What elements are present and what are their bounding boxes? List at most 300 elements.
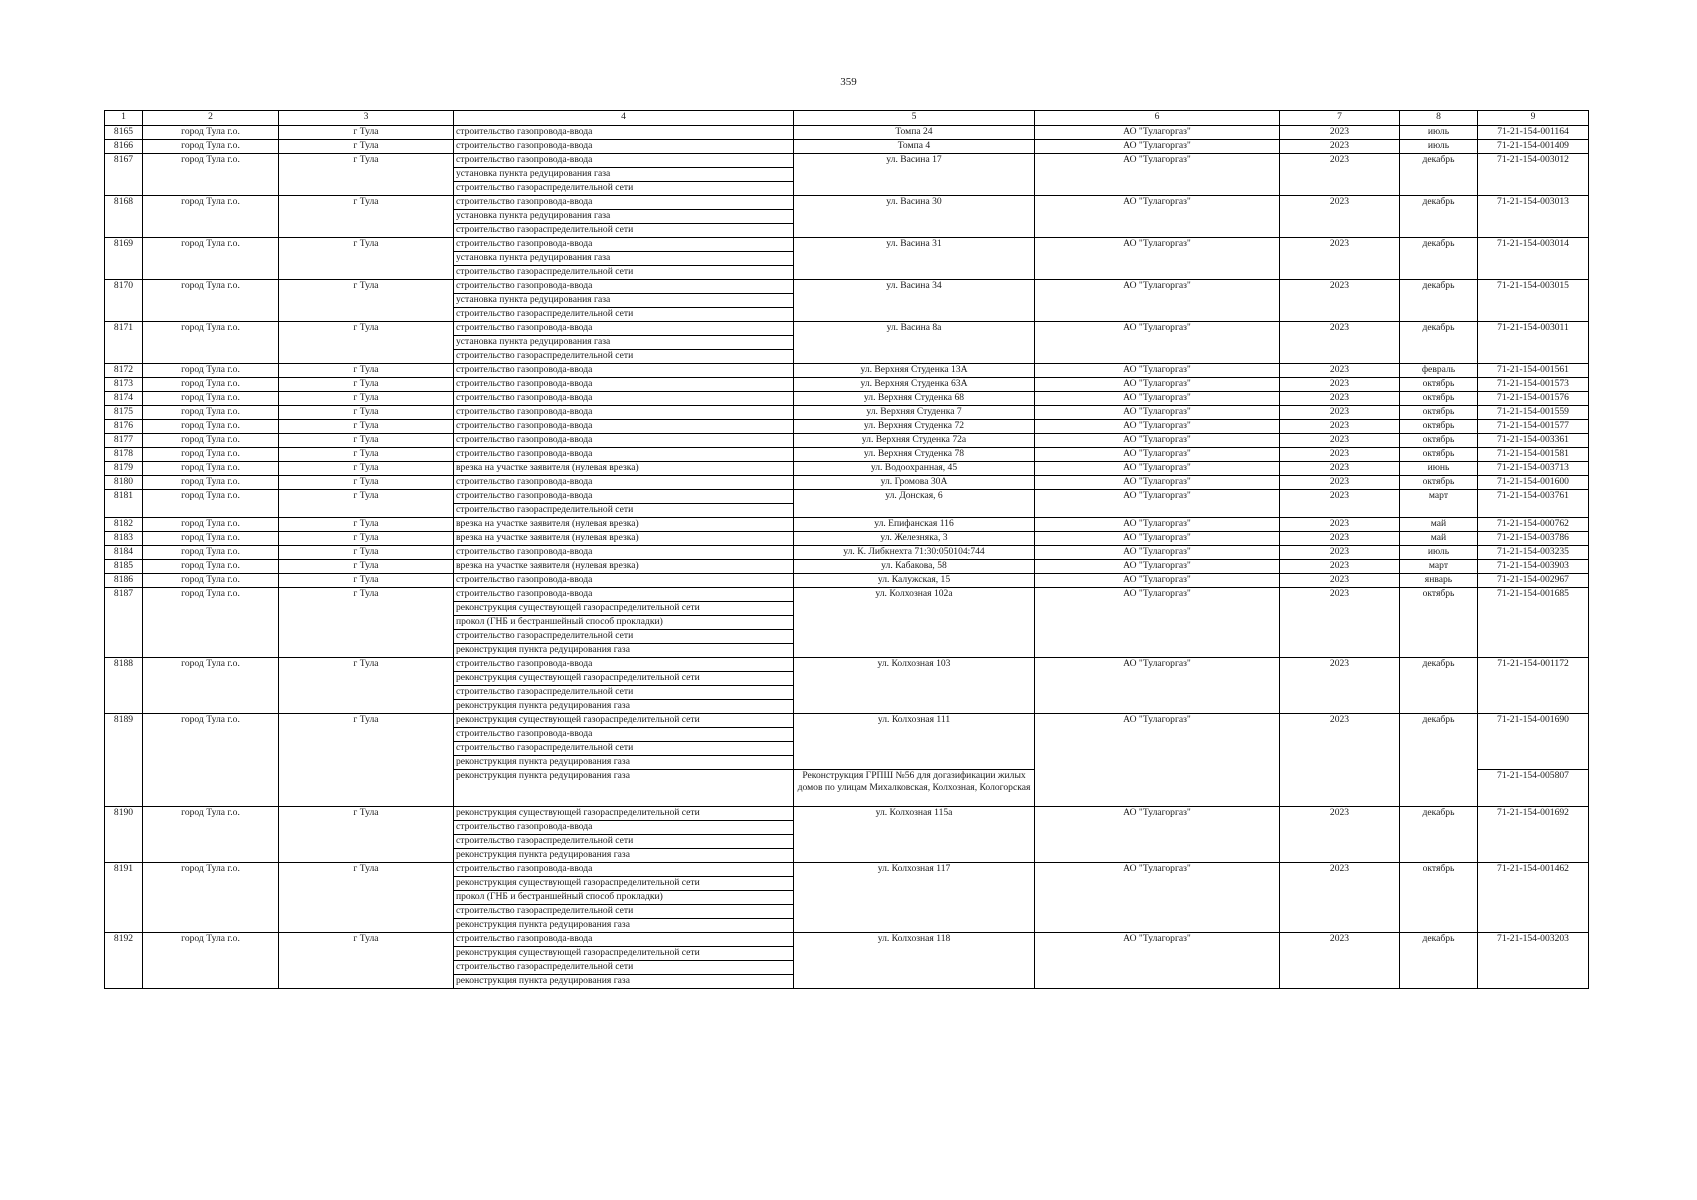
organization-cell: АО "Тулагоргаз"	[1035, 518, 1280, 532]
month-cell: май	[1400, 532, 1478, 546]
locality-cell: г Тула	[279, 322, 454, 364]
work-type-cell: реконструкция пункта редуцирования газа	[454, 975, 794, 989]
year-cell: 2023	[1280, 490, 1400, 518]
row-number-cell: 8168	[105, 196, 143, 238]
organization-cell: АО "Тулагоргаз"	[1035, 196, 1280, 238]
code-cell: 71-21-154-001600	[1478, 476, 1589, 490]
municipality-cell: город Тула г.о.	[143, 807, 279, 863]
table-row	[105, 518, 1589, 532]
table-row	[105, 448, 1589, 462]
work-type-cell: реконструкция пункта редуцирования газа	[454, 756, 794, 770]
month-cell: октябрь	[1400, 476, 1478, 490]
row-number-cell: 8186	[105, 574, 143, 588]
municipality-cell: город Тула г.о.	[143, 588, 279, 658]
address-cell: ул. Верхняя Студенка 13А	[794, 364, 1035, 378]
municipality-cell: город Тула г.о.	[143, 863, 279, 933]
table-row	[105, 490, 1589, 504]
year-cell: 2023	[1280, 364, 1400, 378]
address-cell: ул. Громова 30А	[794, 476, 1035, 490]
header-cell: 2	[143, 111, 279, 126]
municipality-cell: город Тула г.о.	[143, 154, 279, 196]
address-cell: ул. Верхняя Студенка 68	[794, 392, 1035, 406]
work-type-cell: реконструкция пункта редуцирования газа	[454, 849, 794, 863]
address-cell: ул. Колхозная 117	[794, 863, 1035, 933]
row-number-cell: 8169	[105, 238, 143, 280]
month-cell: май	[1400, 518, 1478, 532]
gasification-plan-table	[104, 110, 1589, 989]
address-cell: ул. Васина 17	[794, 154, 1035, 196]
month-cell: июнь	[1400, 462, 1478, 476]
year-cell: 2023	[1280, 518, 1400, 532]
table-row	[105, 280, 1589, 294]
work-type-cell: строительство газопровода-ввода	[454, 448, 794, 462]
address-cell: ул. Колхозная 115а	[794, 807, 1035, 863]
code-cell: 71-21-154-003761	[1478, 490, 1589, 518]
header-cell: 5	[794, 111, 1035, 126]
code-cell: 71-21-154-001462	[1478, 863, 1589, 933]
year-cell: 2023	[1280, 546, 1400, 560]
table-row	[105, 196, 1589, 210]
work-type-cell: строительство газопровода-ввода	[454, 280, 794, 294]
work-type-cell: установка пункта редуцирования газа	[454, 210, 794, 224]
organization-cell: АО "Тулагоргаз"	[1035, 546, 1280, 560]
code-cell: 71-21-154-001172	[1478, 658, 1589, 714]
code-cell: 71-21-154-003014	[1478, 238, 1589, 280]
code-cell: 71-21-154-003012	[1478, 154, 1589, 196]
row-number-cell: 8165	[105, 126, 143, 140]
locality-cell: г Тула	[279, 140, 454, 154]
table-row	[105, 714, 1589, 728]
row-number-cell: 8166	[105, 140, 143, 154]
locality-cell: г Тула	[279, 448, 454, 462]
month-cell: декабрь	[1400, 238, 1478, 280]
code-cell: 71-21-154-001573	[1478, 378, 1589, 392]
year-cell: 2023	[1280, 560, 1400, 574]
code-cell: 71-21-154-001577	[1478, 420, 1589, 434]
work-type-cell: строительство газопровода-ввода	[454, 574, 794, 588]
address-cell: ул. К. Либкнехта 71:30:050104:744	[794, 546, 1035, 560]
month-cell: июль	[1400, 140, 1478, 154]
table-row	[105, 238, 1589, 252]
work-type-cell: реконструкция пункта редуцирования газа	[454, 644, 794, 658]
column-number-header-row	[105, 111, 1589, 126]
locality-cell: г Тула	[279, 406, 454, 420]
work-type-cell: строительство газопровода-ввода	[454, 546, 794, 560]
table-row	[105, 126, 1589, 140]
header-cell: 7	[1280, 111, 1400, 126]
work-type-cell: строительство газопровода-ввода	[454, 821, 794, 835]
organization-cell: АО "Тулагоргаз"	[1035, 126, 1280, 140]
municipality-cell: город Тула г.о.	[143, 364, 279, 378]
row-number-cell: 8167	[105, 154, 143, 196]
locality-cell: г Тула	[279, 462, 454, 476]
code-cell: 71-21-154-003903	[1478, 560, 1589, 574]
work-type-cell: строительство газопровода-ввода	[454, 126, 794, 140]
year-cell: 2023	[1280, 406, 1400, 420]
month-cell: декабрь	[1400, 154, 1478, 196]
work-type-cell: реконструкция существующей газораспределительной сети	[454, 947, 794, 961]
work-type-cell: строительство газораспределительной сети	[454, 350, 794, 364]
address-cell: Томпа 24	[794, 126, 1035, 140]
address-cell: ул. Калужская, 15	[794, 574, 1035, 588]
address-cell: ул. Железняка, 3	[794, 532, 1035, 546]
municipality-cell: город Тула г.о.	[143, 714, 279, 807]
code-cell: 71-21-154-001576	[1478, 392, 1589, 406]
municipality-cell: город Тула г.о.	[143, 462, 279, 476]
address-cell: ул. Донская, 6	[794, 490, 1035, 518]
row-number-cell: 8173	[105, 378, 143, 392]
row-number-cell: 8175	[105, 406, 143, 420]
table-row	[105, 588, 1589, 602]
year-cell: 2023	[1280, 863, 1400, 933]
code-cell: 71-21-154-001690	[1478, 714, 1589, 770]
address-cell: ул. Кабакова, 58	[794, 560, 1035, 574]
address-cell: ул. Колхозная 103	[794, 658, 1035, 714]
locality-cell: г Тула	[279, 434, 454, 448]
work-type-cell: строительство газопровода-ввода	[454, 406, 794, 420]
municipality-cell: город Тула г.о.	[143, 126, 279, 140]
month-cell: октябрь	[1400, 448, 1478, 462]
organization-cell: АО "Тулагоргаз"	[1035, 658, 1280, 714]
month-cell: октябрь	[1400, 378, 1478, 392]
work-type-cell: реконструкция существующей газораспределительной сети	[454, 714, 794, 728]
organization-cell: АО "Тулагоргаз"	[1035, 364, 1280, 378]
month-cell: октябрь	[1400, 588, 1478, 658]
organization-cell: АО "Тулагоргаз"	[1035, 807, 1280, 863]
header-cell: 4	[454, 111, 794, 126]
municipality-cell: город Тула г.о.	[143, 490, 279, 518]
table-row	[105, 574, 1589, 588]
row-number-cell: 8174	[105, 392, 143, 406]
locality-cell: г Тула	[279, 126, 454, 140]
locality-cell: г Тула	[279, 364, 454, 378]
address-cell: ул. Верхняя Студенка 78	[794, 448, 1035, 462]
organization-cell: АО "Тулагоргаз"	[1035, 378, 1280, 392]
address-cell: Томпа 4	[794, 140, 1035, 154]
table-row	[105, 364, 1589, 378]
locality-cell: г Тула	[279, 714, 454, 807]
code-cell: 71-21-154-003786	[1478, 532, 1589, 546]
table-row	[105, 532, 1589, 546]
municipality-cell: город Тула г.о.	[143, 420, 279, 434]
row-number-cell: 8170	[105, 280, 143, 322]
row-number-cell: 8189	[105, 714, 143, 807]
address-cell: ул. Колхозная 118	[794, 933, 1035, 989]
work-type-cell: реконструкция существующей газораспределительной сети	[454, 672, 794, 686]
address-cell: ул. Васина 31	[794, 238, 1035, 280]
municipality-cell: город Тула г.о.	[143, 574, 279, 588]
municipality-cell: город Тула г.о.	[143, 238, 279, 280]
municipality-cell: город Тула г.о.	[143, 658, 279, 714]
work-type-cell: строительство газораспределительной сети	[454, 182, 794, 196]
organization-cell: АО "Тулагоргаз"	[1035, 462, 1280, 476]
municipality-cell: город Тула г.о.	[143, 196, 279, 238]
address-cell: ул. Колхозная 111	[794, 714, 1035, 770]
code-cell: 71-21-154-003011	[1478, 322, 1589, 364]
locality-cell: г Тула	[279, 490, 454, 518]
row-number-cell: 8180	[105, 476, 143, 490]
year-cell: 2023	[1280, 933, 1400, 989]
month-cell: октябрь	[1400, 406, 1478, 420]
organization-cell: АО "Тулагоргаз"	[1035, 154, 1280, 196]
organization-cell: АО "Тулагоргаз"	[1035, 420, 1280, 434]
year-cell: 2023	[1280, 280, 1400, 322]
work-type-cell: строительство газопровода-ввода	[454, 392, 794, 406]
work-type-cell: строительство газопровода-ввода	[454, 476, 794, 490]
locality-cell: г Тула	[279, 807, 454, 863]
locality-cell: г Тула	[279, 196, 454, 238]
table-row	[105, 546, 1589, 560]
municipality-cell: город Тула г.о.	[143, 518, 279, 532]
year-cell: 2023	[1280, 378, 1400, 392]
address-cell: ул. Верхняя Студенка 72а	[794, 434, 1035, 448]
locality-cell: г Тула	[279, 560, 454, 574]
month-cell: декабрь	[1400, 322, 1478, 364]
work-type-cell: строительство газораспределительной сети	[454, 504, 794, 518]
address-cell: ул. Епифанская 116	[794, 518, 1035, 532]
work-type-cell: реконструкция пункта редуцирования газа	[454, 919, 794, 933]
row-number-cell: 8179	[105, 462, 143, 476]
organization-cell: АО "Тулагоргаз"	[1035, 434, 1280, 448]
locality-cell: г Тула	[279, 154, 454, 196]
address-cell: ул. Васина 8а	[794, 322, 1035, 364]
table-row	[105, 378, 1589, 392]
locality-cell: г Тула	[279, 532, 454, 546]
table-row	[105, 658, 1589, 672]
work-type-cell: установка пункта редуцирования газа	[454, 252, 794, 266]
work-type-cell: реконструкция пункта редуцирования газа	[454, 700, 794, 714]
municipality-cell: город Тула г.о.	[143, 378, 279, 392]
month-cell: октябрь	[1400, 420, 1478, 434]
locality-cell: г Тула	[279, 546, 454, 560]
header-cell: 8	[1400, 111, 1478, 126]
work-type-cell: врезка на участке заявителя (нулевая врезка)	[454, 462, 794, 476]
table-row	[105, 392, 1589, 406]
municipality-cell: город Тула г.о.	[143, 532, 279, 546]
month-cell: июль	[1400, 126, 1478, 140]
address-cell: ул. Верхняя Студенка 72	[794, 420, 1035, 434]
work-type-cell: строительство газопровода-ввода	[454, 588, 794, 602]
work-type-cell: строительство газопровода-ввода	[454, 378, 794, 392]
organization-cell: АО "Тулагоргаз"	[1035, 406, 1280, 420]
row-number-cell: 8181	[105, 490, 143, 518]
municipality-cell: город Тула г.о.	[143, 546, 279, 560]
work-type-cell: установка пункта редуцирования газа	[454, 336, 794, 350]
code-cell: 71-21-154-001164	[1478, 126, 1589, 140]
year-cell: 2023	[1280, 714, 1400, 807]
row-number-cell: 8176	[105, 420, 143, 434]
year-cell: 2023	[1280, 574, 1400, 588]
year-cell: 2023	[1280, 392, 1400, 406]
table-row	[105, 807, 1589, 821]
locality-cell: г Тула	[279, 518, 454, 532]
work-type-cell: реконструкция существующей газораспределительной сети	[454, 602, 794, 616]
work-type-cell: прокол (ГНБ и бестраншейный способ прокладки)	[454, 616, 794, 630]
municipality-cell: город Тула г.о.	[143, 560, 279, 574]
row-number-cell: 8192	[105, 933, 143, 989]
year-cell: 2023	[1280, 420, 1400, 434]
row-number-cell: 8182	[105, 518, 143, 532]
work-type-cell: строительство газопровода-ввода	[454, 154, 794, 168]
table-row	[105, 476, 1589, 490]
work-type-cell: реконструкция пункта редуцирования газа	[454, 770, 794, 807]
work-type-cell: строительство газопровода-ввода	[454, 364, 794, 378]
month-cell: декабрь	[1400, 658, 1478, 714]
year-cell: 2023	[1280, 588, 1400, 658]
month-cell: декабрь	[1400, 280, 1478, 322]
address-cell: ул. Водоохранная, 45	[794, 462, 1035, 476]
month-cell: октябрь	[1400, 434, 1478, 448]
work-type-cell: строительство газопровода-ввода	[454, 238, 794, 252]
month-cell: декабрь	[1400, 807, 1478, 863]
work-type-cell: строительство газораспределительной сети	[454, 686, 794, 700]
organization-cell: АО "Тулагоргаз"	[1035, 490, 1280, 518]
work-type-cell: строительство газораспределительной сети	[454, 961, 794, 975]
municipality-cell: город Тула г.о.	[143, 933, 279, 989]
code-cell: 71-21-154-002967	[1478, 574, 1589, 588]
municipality-cell: город Тула г.о.	[143, 406, 279, 420]
table-row	[105, 420, 1589, 434]
code-cell: 71-21-154-003235	[1478, 546, 1589, 560]
locality-cell: г Тула	[279, 588, 454, 658]
year-cell: 2023	[1280, 658, 1400, 714]
work-type-cell: строительство газораспределительной сети	[454, 308, 794, 322]
work-type-cell: строительство газораспределительной сети	[454, 266, 794, 280]
header-cell: 6	[1035, 111, 1280, 126]
organization-cell: АО "Тулагоргаз"	[1035, 448, 1280, 462]
work-type-cell: строительство газопровода-ввода	[454, 140, 794, 154]
municipality-cell: город Тула г.о.	[143, 476, 279, 490]
code-cell: 71-21-154-001561	[1478, 364, 1589, 378]
work-type-cell: строительство газораспределительной сети	[454, 835, 794, 849]
code-cell: 71-21-154-003203	[1478, 933, 1589, 989]
row-number-cell: 8184	[105, 546, 143, 560]
locality-cell: г Тула	[279, 238, 454, 280]
row-number-cell: 8185	[105, 560, 143, 574]
address-cell: ул. Верхняя Студенка 7	[794, 406, 1035, 420]
year-cell: 2023	[1280, 807, 1400, 863]
organization-cell: АО "Тулагоргаз"	[1035, 588, 1280, 658]
organization-cell: АО "Тулагоргаз"	[1035, 933, 1280, 989]
work-type-cell: врезка на участке заявителя (нулевая врезка)	[454, 560, 794, 574]
work-type-cell: строительство газопровода-ввода	[454, 490, 794, 504]
locality-cell: г Тула	[279, 863, 454, 933]
code-cell: 71-21-154-000762	[1478, 518, 1589, 532]
work-type-cell: врезка на участке заявителя (нулевая врезка)	[454, 532, 794, 546]
code-cell: 71-21-154-001692	[1478, 807, 1589, 863]
locality-cell: г Тула	[279, 420, 454, 434]
address-cell: ул. Верхняя Студенка 63А	[794, 378, 1035, 392]
row-number-cell: 8190	[105, 807, 143, 863]
address-cell: Реконструкция ГРПШ №56 для догазификации жилых домов по улицам Михалковская, Колхозная, Кологорская	[794, 770, 1035, 807]
locality-cell: г Тула	[279, 280, 454, 322]
year-cell: 2023	[1280, 140, 1400, 154]
locality-cell: г Тула	[279, 392, 454, 406]
organization-cell: АО "Тулагоргаз"	[1035, 280, 1280, 322]
address-cell: ул. Колхозная 102а	[794, 588, 1035, 658]
locality-cell: г Тула	[279, 574, 454, 588]
municipality-cell: город Тула г.о.	[143, 140, 279, 154]
year-cell: 2023	[1280, 126, 1400, 140]
organization-cell: АО "Тулагоргаз"	[1035, 714, 1280, 807]
row-number-cell: 8187	[105, 588, 143, 658]
month-cell: декабрь	[1400, 933, 1478, 989]
year-cell: 2023	[1280, 322, 1400, 364]
month-cell: октябрь	[1400, 392, 1478, 406]
table-row	[105, 154, 1589, 168]
code-cell: 71-21-154-001581	[1478, 448, 1589, 462]
year-cell: 2023	[1280, 448, 1400, 462]
row-number-cell: 8183	[105, 532, 143, 546]
row-number-cell: 8178	[105, 448, 143, 462]
table-row	[105, 863, 1589, 877]
table-row	[105, 434, 1589, 448]
work-type-cell: строительство газораспределительной сети	[454, 224, 794, 238]
address-cell: ул. Васина 30	[794, 196, 1035, 238]
month-cell: июль	[1400, 546, 1478, 560]
municipality-cell: город Тула г.о.	[143, 280, 279, 322]
year-cell: 2023	[1280, 532, 1400, 546]
organization-cell: АО "Тулагоргаз"	[1035, 322, 1280, 364]
code-cell: 71-21-154-001685	[1478, 588, 1589, 658]
month-cell: декабрь	[1400, 196, 1478, 238]
work-type-cell: строительство газопровода-ввода	[454, 420, 794, 434]
work-type-cell: строительство газопровода-ввода	[454, 322, 794, 336]
table-row	[105, 933, 1589, 947]
work-type-cell: строительство газопровода-ввода	[454, 728, 794, 742]
table-row	[105, 462, 1589, 476]
municipality-cell: город Тула г.о.	[143, 392, 279, 406]
code-cell: 71-21-154-003361	[1478, 434, 1589, 448]
organization-cell: АО "Тулагоргаз"	[1035, 863, 1280, 933]
year-cell: 2023	[1280, 462, 1400, 476]
header-cell: 1	[105, 111, 143, 126]
work-type-cell: прокол (ГНБ и бестраншейный способ прокладки)	[454, 891, 794, 905]
year-cell: 2023	[1280, 196, 1400, 238]
row-number-cell: 8172	[105, 364, 143, 378]
municipality-cell: город Тула г.о.	[143, 448, 279, 462]
table-body	[105, 126, 1589, 989]
work-type-cell: строительство газопровода-ввода	[454, 196, 794, 210]
work-type-cell: строительство газопровода-ввода	[454, 863, 794, 877]
year-cell: 2023	[1280, 476, 1400, 490]
organization-cell: АО "Тулагоргаз"	[1035, 532, 1280, 546]
work-type-cell: строительство газопровода-ввода	[454, 658, 794, 672]
month-cell: февраль	[1400, 364, 1478, 378]
municipality-cell: город Тула г.о.	[143, 322, 279, 364]
work-type-cell: строительство газораспределительной сети	[454, 905, 794, 919]
address-cell: ул. Васина 34	[794, 280, 1035, 322]
month-cell: декабрь	[1400, 714, 1478, 807]
work-type-cell: строительство газораспределительной сети	[454, 630, 794, 644]
locality-cell: г Тула	[279, 933, 454, 989]
year-cell: 2023	[1280, 238, 1400, 280]
code-cell: 71-21-154-001409	[1478, 140, 1589, 154]
row-number-cell: 8191	[105, 863, 143, 933]
locality-cell: г Тула	[279, 658, 454, 714]
year-cell: 2023	[1280, 434, 1400, 448]
organization-cell: АО "Тулагоргаз"	[1035, 476, 1280, 490]
organization-cell: АО "Тулагоргаз"	[1035, 574, 1280, 588]
header-cell: 9	[1478, 111, 1589, 126]
work-type-cell: реконструкция существующей газораспределительной сети	[454, 807, 794, 821]
code-cell: 71-21-154-001559	[1478, 406, 1589, 420]
month-cell: январь	[1400, 574, 1478, 588]
row-number-cell: 8177	[105, 434, 143, 448]
header-cell: 3	[279, 111, 454, 126]
row-number-cell: 8188	[105, 658, 143, 714]
month-cell: октябрь	[1400, 863, 1478, 933]
